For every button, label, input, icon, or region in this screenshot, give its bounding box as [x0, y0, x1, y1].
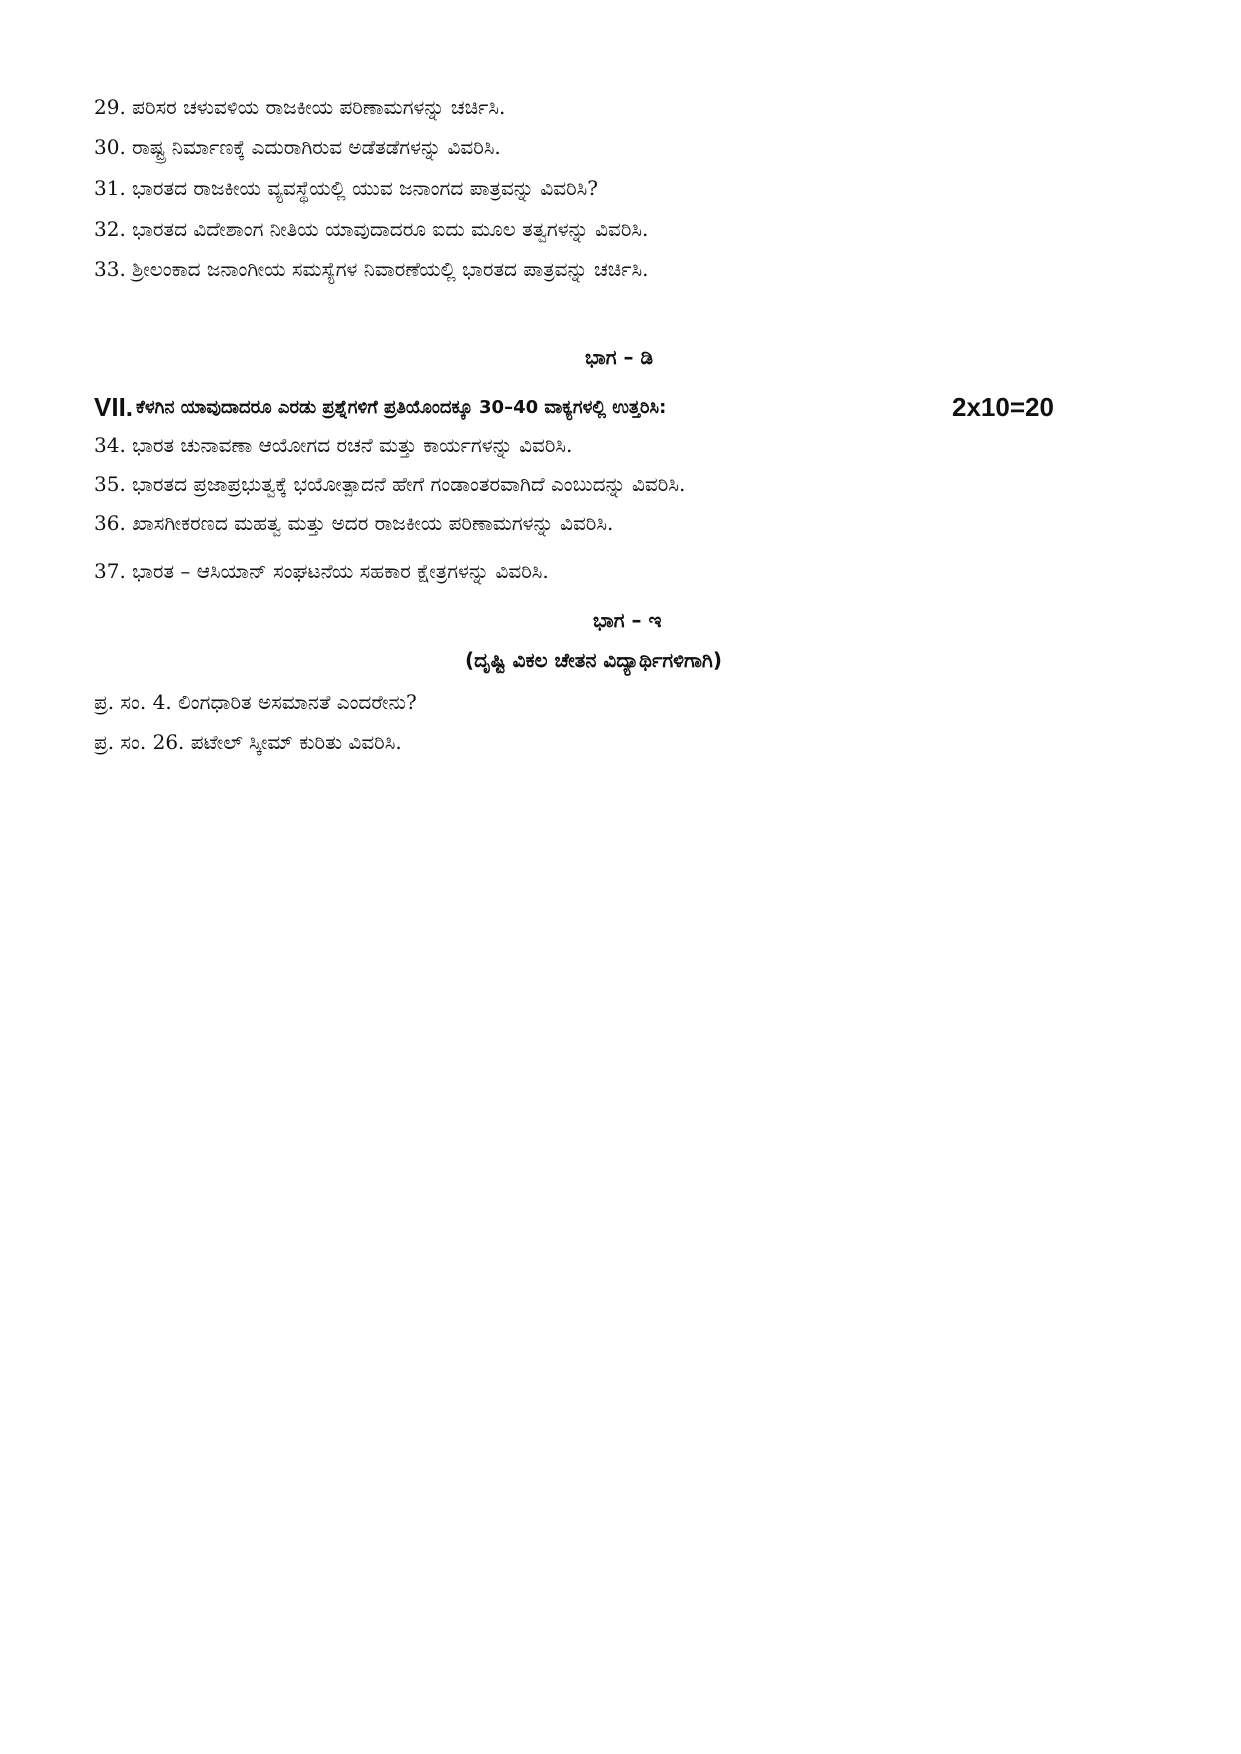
question-visually-impaired-26: ಪ್ರ. ಸಂ. 26. ಪಟೇಲ್ ಸ್ಕೀಮ್ ಕುರಿತು ವಿವರಿಸಿ.: [94, 730, 402, 754]
part-e-subheading: (ದೃಷ್ಟಿ ವಿಕಲ ಚೇತನ ವಿದ್ಯಾರ್ಥಿಗಳಿಗಾಗಿ): [465, 648, 723, 672]
question-visually-impaired-4: ಪ್ರ. ಸಂ. 4. ಲಿಂಗಧಾರಿತ ಅಸಮಾನತೆ ಎಂದರೇನು?: [94, 690, 417, 714]
question-30: 30. ರಾಷ್ಟ್ರ ನಿರ್ಮಾಣಕ್ಕೆ ಎದುರಾಗಿರುವ ಅಡೆತಡೆಗಳನ್ನು ವಿವರಿಸಿ.: [94, 135, 501, 159]
part-e-heading: ಭಾಗ – ಇ: [593, 608, 662, 632]
question-35: 35. ಭಾರತದ ಪ್ರಜಾಪ್ರಭುತ್ವಕ್ಕೆ ಭಯೋತ್ಪಾದನೆ ಹೇಗೆ ಗಂಡಾಂತರವಾಗಿದೆ ಎಂಬುದನ್ನು ವಿವರಿಸಿ.: [94, 472, 686, 496]
question-34: 34. ಭಾರತ ಚುನಾವಣಾ ಆಯೋಗದ ರಚನೆ ಮತ್ತು ಕಾರ್ಯಗಳನ್ನು ವಿವರಿಸಿ.: [94, 433, 573, 457]
question-36: 36. ಖಾಸಗೀಕರಣದ ಮಹತ್ವ ಮತ್ತು ಅದರ ರಾಜಕೀಯ ಪರಿಣಾಮಗಳನ್ನು ವಿವರಿಸಿ.: [94, 511, 614, 535]
section-vii-row: [94, 392, 1054, 422]
question-33: 33. ಶ್ರೀಲಂಕಾದ ಜನಾಂಗೀಯ ಸಮಸ್ಯೆಗಳ ನಿವಾರಣೆಯಲ್ಲಿ ಭಾರತದ ಪಾತ್ರವನ್ನು ಚರ್ಚಿಸಿ.: [94, 257, 649, 281]
section-instruction: ಕೆಳಗಿನ ಯಾವುದಾದರೂ ಎರಡು ಪ್ರಶ್ನೆಗಳಿಗೆ ಪ್ರತಿಯೊಂದಕ್ಕೂ 30–40 ವಾಕ್ಯಗಳಲ್ಲಿ ಉತ್ತರಿಸಿ:: [136, 397, 667, 418]
part-d-heading: ಭಾಗ – ಡಿ: [585, 345, 654, 369]
question-31: 31. ಭಾರತದ ರಾಜಕೀಯ ವ್ಯವಸ್ಥೆಯಲ್ಲಿ ಯುವ ಜನಾಂಗದ ಪಾತ್ರವನ್ನು ವಿವರಿಸಿ?: [94, 176, 598, 200]
section-marks: 2x10=20: [952, 392, 1054, 422]
question-32: 32. ಭಾರತದ ವಿದೇಶಾಂಗ ನೀತಿಯ ಯಾವುದಾದರೂ ಐದು ಮೂಲ ತತ್ವಗಳನ್ನು ವಿವರಿಸಿ.: [94, 217, 649, 241]
question-29: 29. ಪರಿಸರ ಚಳುವಳಿಯ ರಾಜಕೀಯ ಪರಿಣಾಮಗಳನ್ನು ಚರ್ಚಿಸಿ.: [94, 95, 506, 119]
question-37: 37. ಭಾರತ – ಆಸಿಯಾನ್ ಸಂಘಟನೆಯ ಸಹಕಾರ ಕ್ಷೇತ್ರಗಳನ್ನು ವಿವರಿಸಿ.: [94, 559, 549, 583]
section-number: VII.: [94, 392, 134, 422]
